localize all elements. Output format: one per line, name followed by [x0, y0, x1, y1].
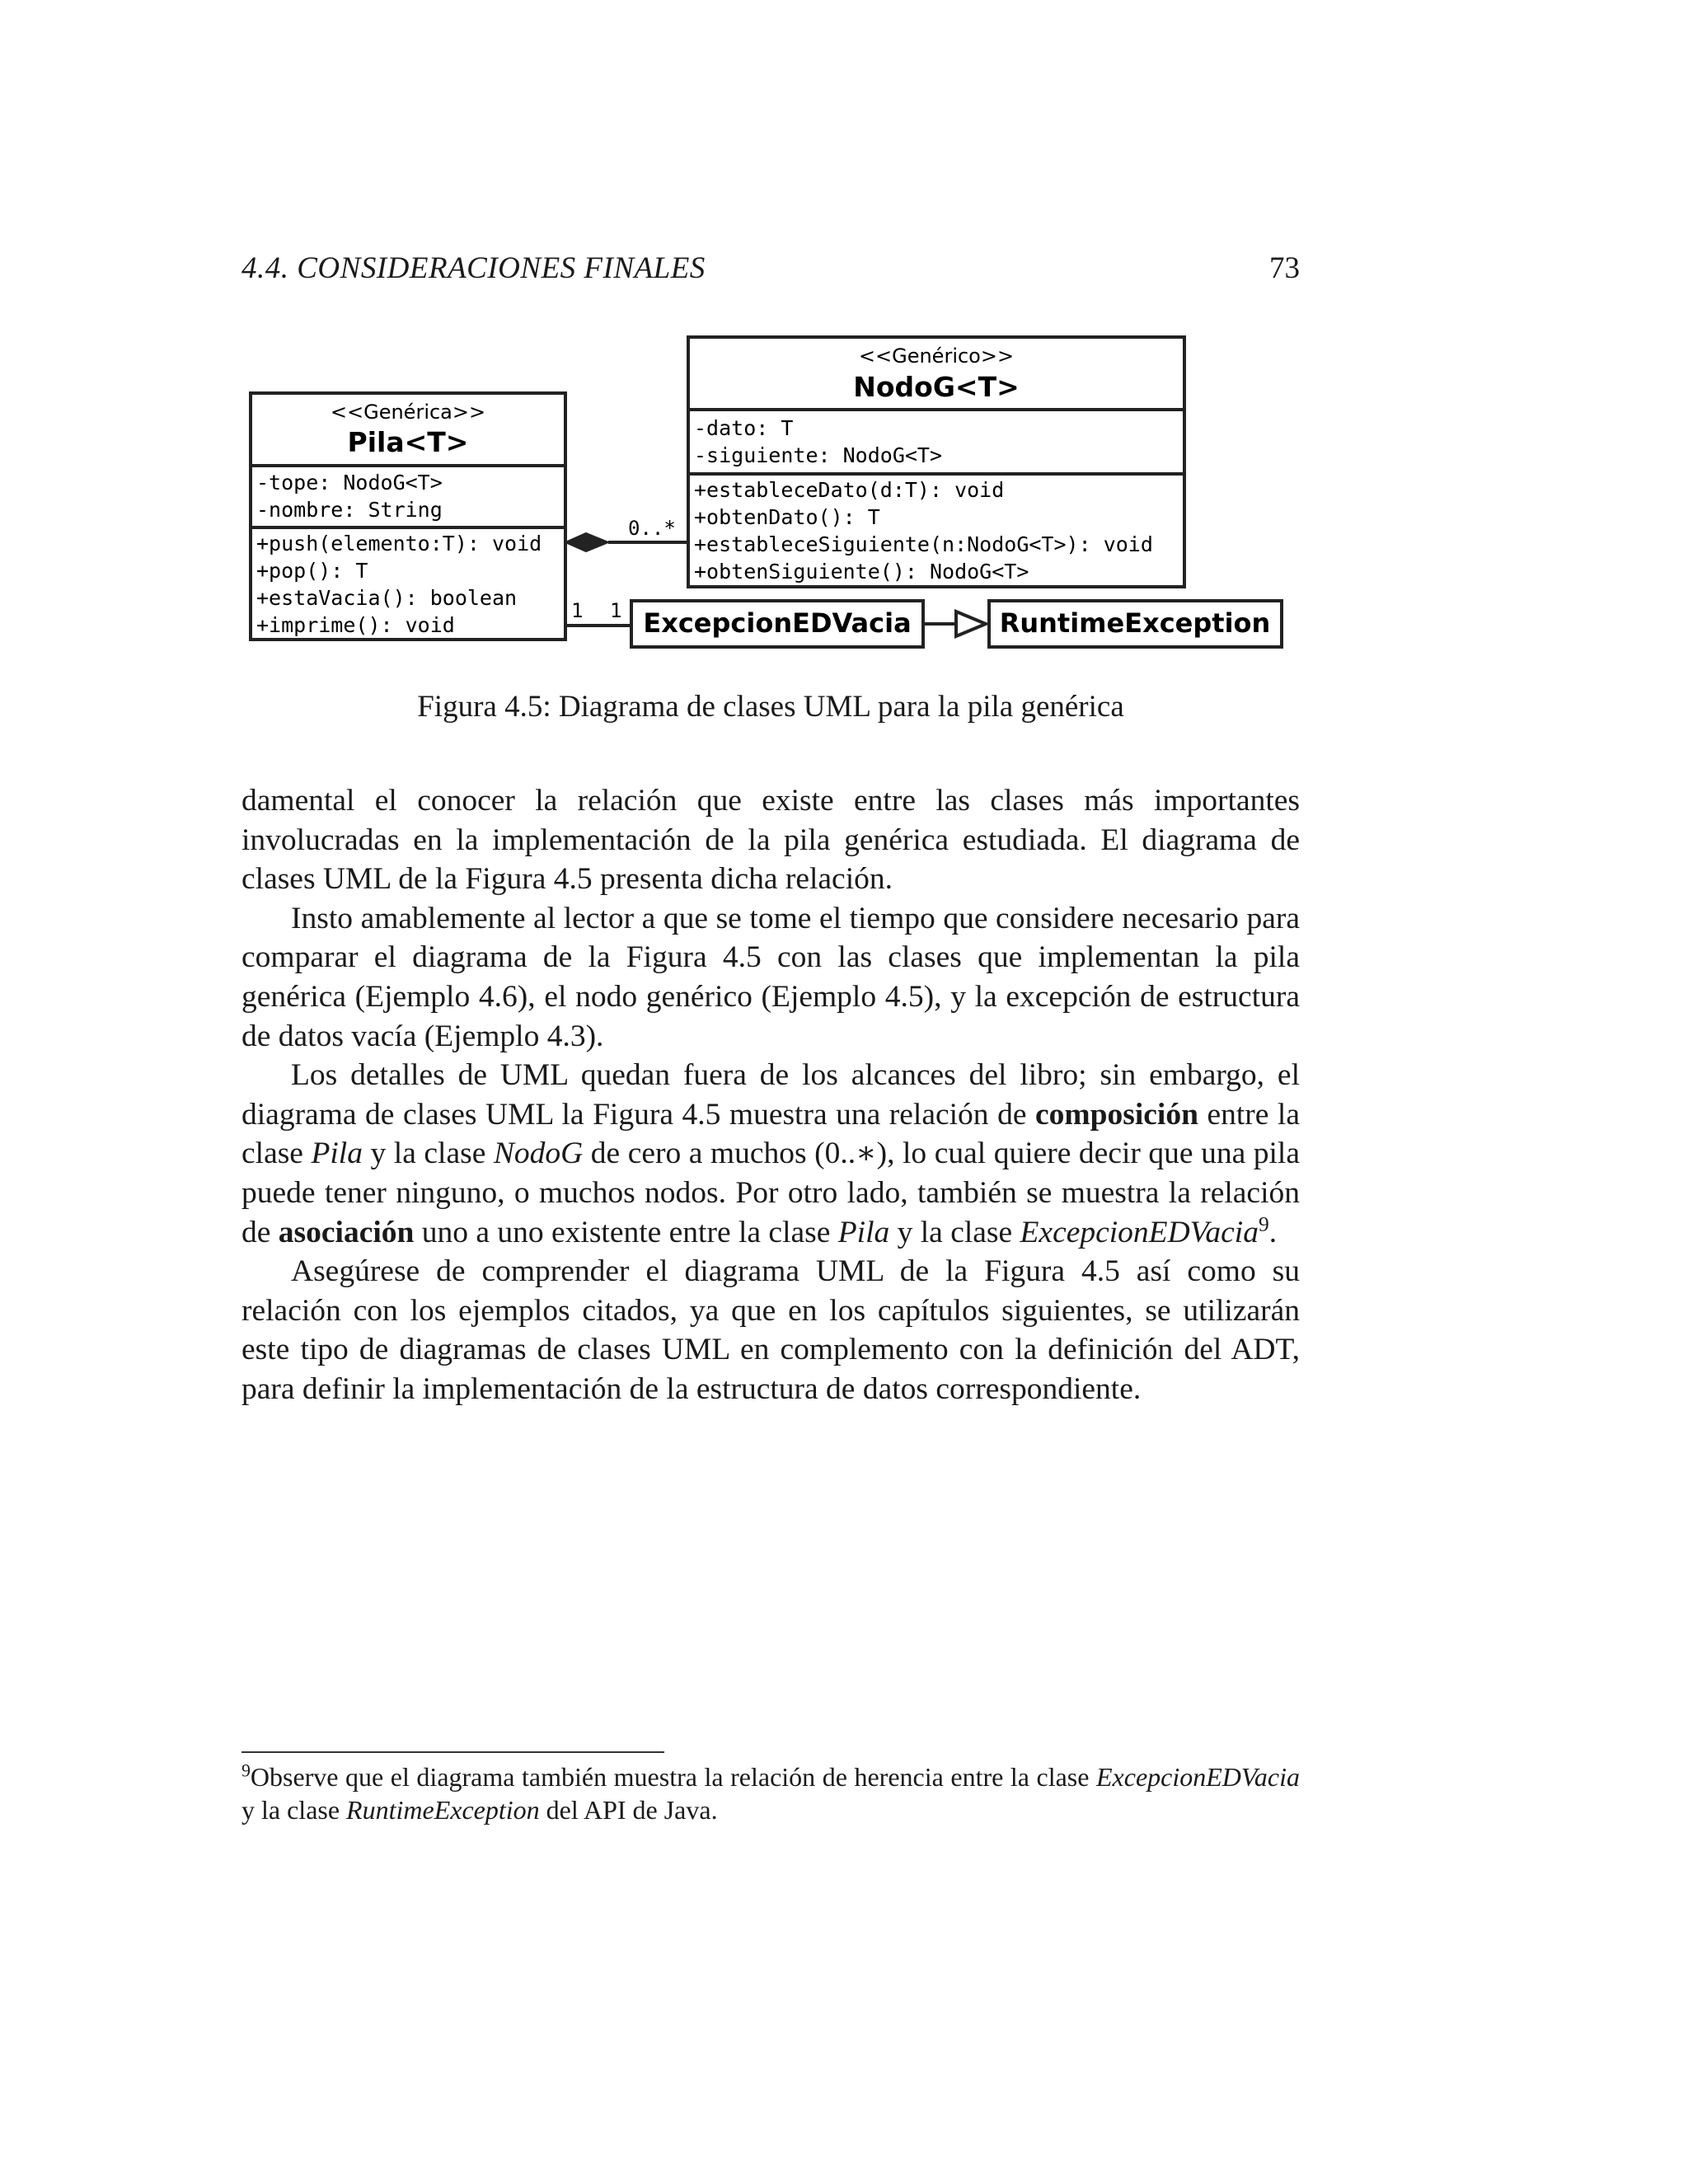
paragraph: Insto amablemente al lector a que se tome el tiempo que considere necesario para comparar el diagrama de la Figura 4.5 con las clases que implementan la pila genérica (Ejemplo 4.6), el nodo genérico (Ejemplo 4.5), y la excepción de estructura de datos vacía (Ejemplo 4.3). — [241, 901, 1300, 1053]
composition-multiplicity: 0..* — [628, 517, 676, 540]
term-asociacion: asociación — [278, 1215, 415, 1249]
uml-class-diagram — [0, 0, 1688, 676]
nodog-attr: -dato: T — [694, 416, 794, 440]
page-number: 73 — [1269, 251, 1300, 285]
nodog-method: +obtenSiguiente(): NodoG<T> — [694, 560, 1029, 583]
nodog-stereotype: <<Genérico>> — [858, 344, 1015, 368]
generalization-relation — [923, 612, 986, 636]
footnote-mark: 9 — [241, 1760, 251, 1781]
excepcion-name: ExcepcionEDVacia — [643, 607, 912, 639]
term-composicion: composición — [1035, 1097, 1198, 1132]
class-pila — [251, 393, 565, 640]
runtime-name: RuntimeException — [999, 607, 1271, 639]
pila-method: +pop(): T — [256, 559, 368, 583]
paragraph: damental el conocer la relación que existe entre las clases más importantes involucradas en la implementación de la pila genérica estudiada. El diagrama de clases UML de la Figura 4.5 presenta dicha relación. — [241, 784, 1300, 897]
pila-method: +imprime(): void — [256, 613, 455, 637]
composition-diamond — [565, 533, 608, 551]
pila-method: +estaVacia(): boolean — [256, 586, 518, 610]
nodog-method: +estableceDato(d:T): void — [694, 478, 1005, 502]
association-relation — [565, 599, 631, 626]
pila-attr: -nombre: String — [256, 498, 443, 522]
inheritance-arrowhead — [956, 612, 986, 636]
footnote: $^9$Observe que el diagrama también muestra la relación de herencia entre la clase ExcepcionEDVacia y la clase RuntimeException del API de Java. — [241, 1760, 1300, 1825]
figure-caption: Figura 4.5: Diagrama de clases UML para la pila genérica — [417, 690, 1124, 724]
class-excepcionedvacia — [631, 601, 923, 647]
class-runtimeexception — [989, 601, 1282, 647]
nodog-method: +obtenDato(): T — [694, 505, 880, 529]
footnote-ref[interactable]: 9 — [1258, 1212, 1269, 1236]
pila-attr: -tope: NodoG<T> — [256, 471, 443, 494]
footnote-rule — [241, 1751, 664, 1753]
paragraph: Asegúrese de comprender el diagrama UML de la Figura 4.5 así como su relación con los ejemplos citados, ya que en los capítulos siguientes, se utilizarán este tipo de diagramas de clases UML en complemento con la definición del ADT, para definir la implementación de la estructura de datos correspondiente. — [241, 1254, 1300, 1406]
assoc-multiplicity-right: 1 — [610, 599, 622, 622]
nodog-name: NodoG<T> — [853, 371, 1020, 403]
nodog-attr: -siguiente: NodoG<T> — [694, 443, 943, 467]
section-title: 4.4. CONSIDERACIONES FINALES — [241, 251, 706, 285]
body-text — [241, 781, 1300, 1409]
assoc-multiplicity-left: 1 — [571, 599, 584, 622]
composition-relation — [565, 517, 688, 551]
nodog-method: +estableceSiguiente(n:NodoG<T>): void — [694, 532, 1153, 556]
pila-name: Pila<T> — [347, 426, 469, 458]
pila-method: +push(elemento:T): void — [256, 532, 542, 555]
class-nodog — [688, 337, 1184, 587]
pila-stereotype: <<Genérica>> — [330, 401, 486, 424]
paragraph: Los detalles de UML quedan fuera de los alcances del libro; sin embargo, el diagrama de clases UML la Figura 4.5 muestra una relación de composición entre la clase Pila y la clase NodoG de cero a muchos (0..∗), lo cual quiere decir que una pila puede tener ninguno, o muchos nodos. Por otro lado, también se muestra la relación de asociación uno a uno existente entre la clase Pila y la clase ExcepcionEDVacia$^9$. — [241, 1058, 1300, 1249]
